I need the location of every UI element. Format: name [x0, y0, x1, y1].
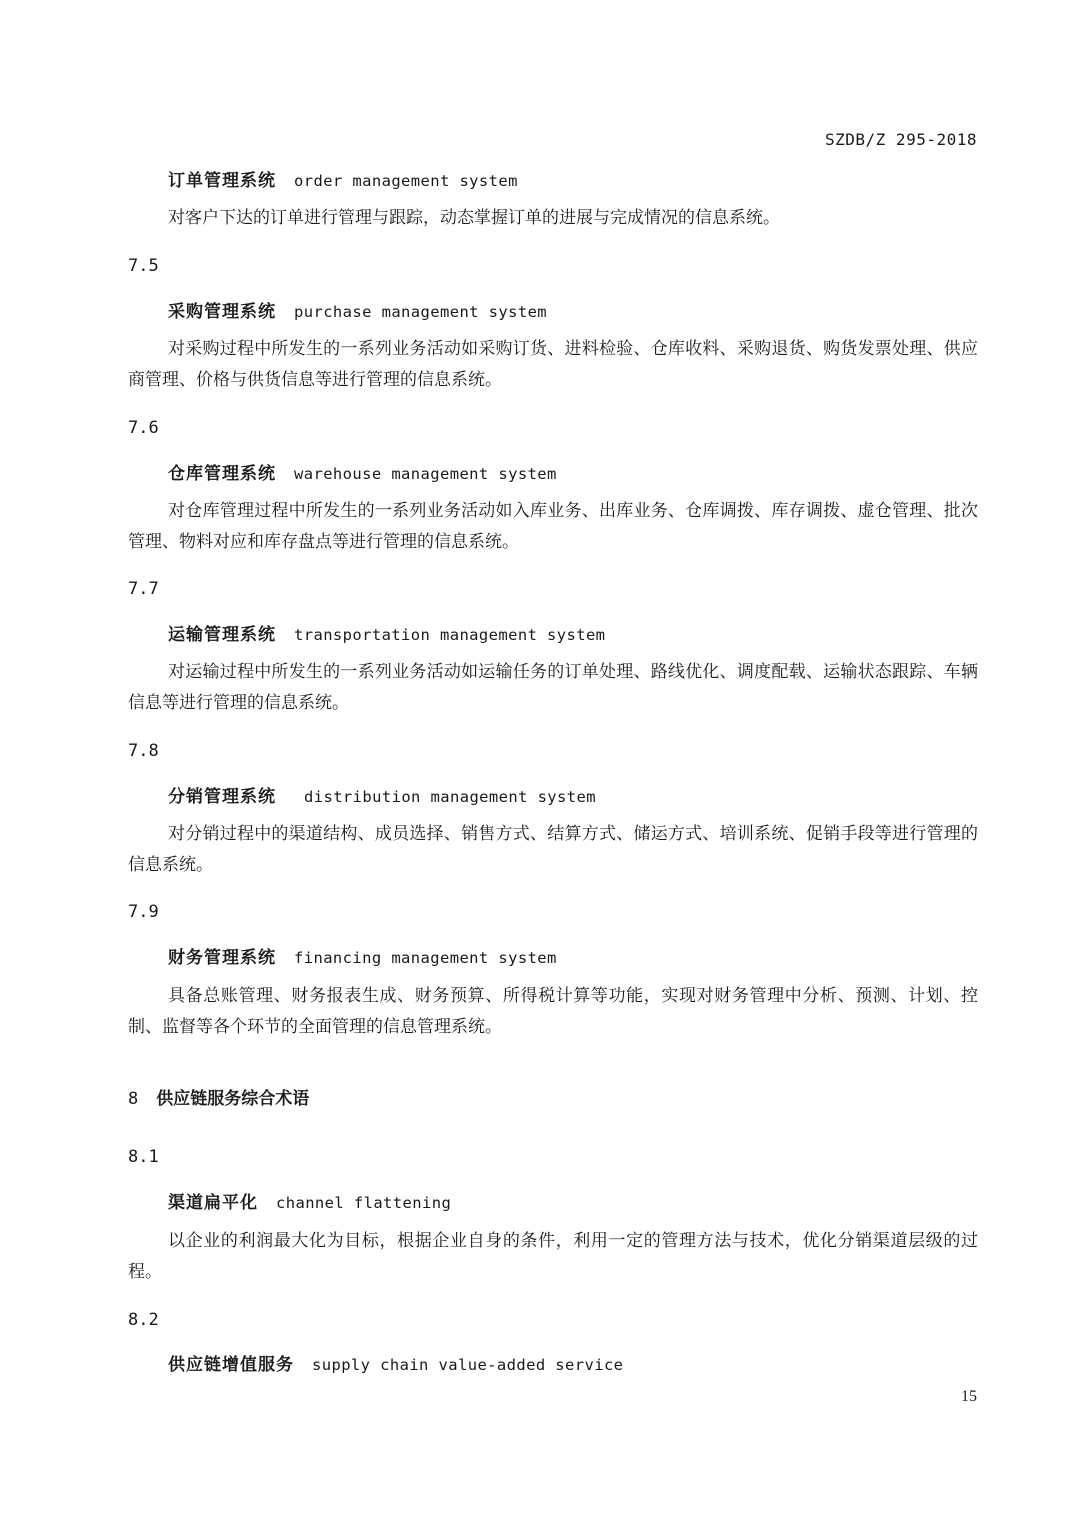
term-zh: 供应链增值服务	[168, 1355, 294, 1375]
page-number: 15	[961, 1388, 977, 1405]
term-order-management	[168, 166, 518, 191]
term-distribution-management	[168, 782, 596, 807]
term-channel-flattening	[168, 1188, 451, 1213]
term-zh: 财务管理系统	[168, 948, 276, 968]
term-zh: 采购管理系统	[168, 302, 276, 322]
term-supply-chain-value-added-service	[168, 1350, 623, 1375]
definition-order-management: 对客户下达的订单进行管理与跟踪，动态掌握订单的进展与完成情况的信息系统。	[168, 208, 780, 228]
term-en: distribution management system	[304, 788, 596, 806]
term-en: transportation management system	[294, 626, 606, 644]
definition-purchase-management: 对采购过程中所发生的一系列业务活动如采购订货、进料检验、仓库收料、采购退货、购货发票处理、供应商管理、价格与供货信息等进行管理的信息系统。	[128, 339, 978, 390]
section-title: 供应链服务综合术语	[156, 1089, 310, 1109]
definition-transportation-management: 对运输过程中所发生的一系列业务活动如运输任务的订单处理、路线优化、调度配载、运输状态跟踪、车辆信息等进行管理的信息系统。	[128, 662, 978, 713]
section-heading-8	[128, 1084, 309, 1109]
clause-number-7-9: 7.9	[128, 902, 159, 922]
document-code: SZDB/Z 295-2018	[825, 130, 977, 149]
term-zh: 渠道扁平化	[168, 1193, 258, 1213]
term-purchase-management	[168, 297, 547, 322]
term-en: order management system	[294, 172, 518, 190]
term-zh: 运输管理系统	[168, 625, 276, 645]
clause-number-8-2: 8.2	[128, 1310, 159, 1330]
definition-financing-management: 具备总账管理、财务报表生成、财务预算、所得税计算等功能，实现对财务管理中分析、预测、计划、控制、监督等各个环节的全面管理的信息管理系统。	[128, 986, 978, 1037]
definition-warehouse-management: 对仓库管理过程中所发生的一系列业务活动如入库业务、出库业务、仓库调拨、库存调拨、虚仓管理、批次管理、物料对应和库存盘点等进行管理的信息系统。	[128, 501, 978, 552]
term-en: supply chain value-added service	[312, 1356, 624, 1374]
clause-number-8-1: 8.1	[128, 1147, 159, 1167]
clause-number-7-6: 7.6	[128, 418, 159, 438]
term-en: warehouse management system	[294, 465, 557, 483]
term-financing-management	[168, 943, 557, 968]
clause-number-7-7: 7.7	[128, 579, 159, 599]
clause-number-7-8: 7.8	[128, 741, 159, 761]
definition-distribution-management: 对分销过程中的渠道结构、成员选择、销售方式、结算方式、储运方式、培训系统、促销手段等进行管理的信息系统。	[128, 824, 978, 875]
term-en: financing management system	[294, 949, 557, 967]
definition-channel-flattening: 以企业的利润最大化为目标，根据企业自身的条件，利用一定的管理方法与技术，优化分销渠道层级的过程。	[128, 1231, 978, 1282]
term-zh: 分销管理系统	[168, 787, 276, 807]
term-warehouse-management	[168, 459, 557, 484]
clause-number-7-5: 7.5	[128, 256, 159, 276]
term-transportation-management	[168, 620, 605, 645]
term-zh: 订单管理系统	[168, 171, 276, 191]
term-en: channel flattening	[276, 1194, 452, 1212]
section-number: 8	[128, 1089, 139, 1109]
term-en: purchase management system	[294, 303, 548, 321]
term-zh: 仓库管理系统	[168, 464, 276, 484]
